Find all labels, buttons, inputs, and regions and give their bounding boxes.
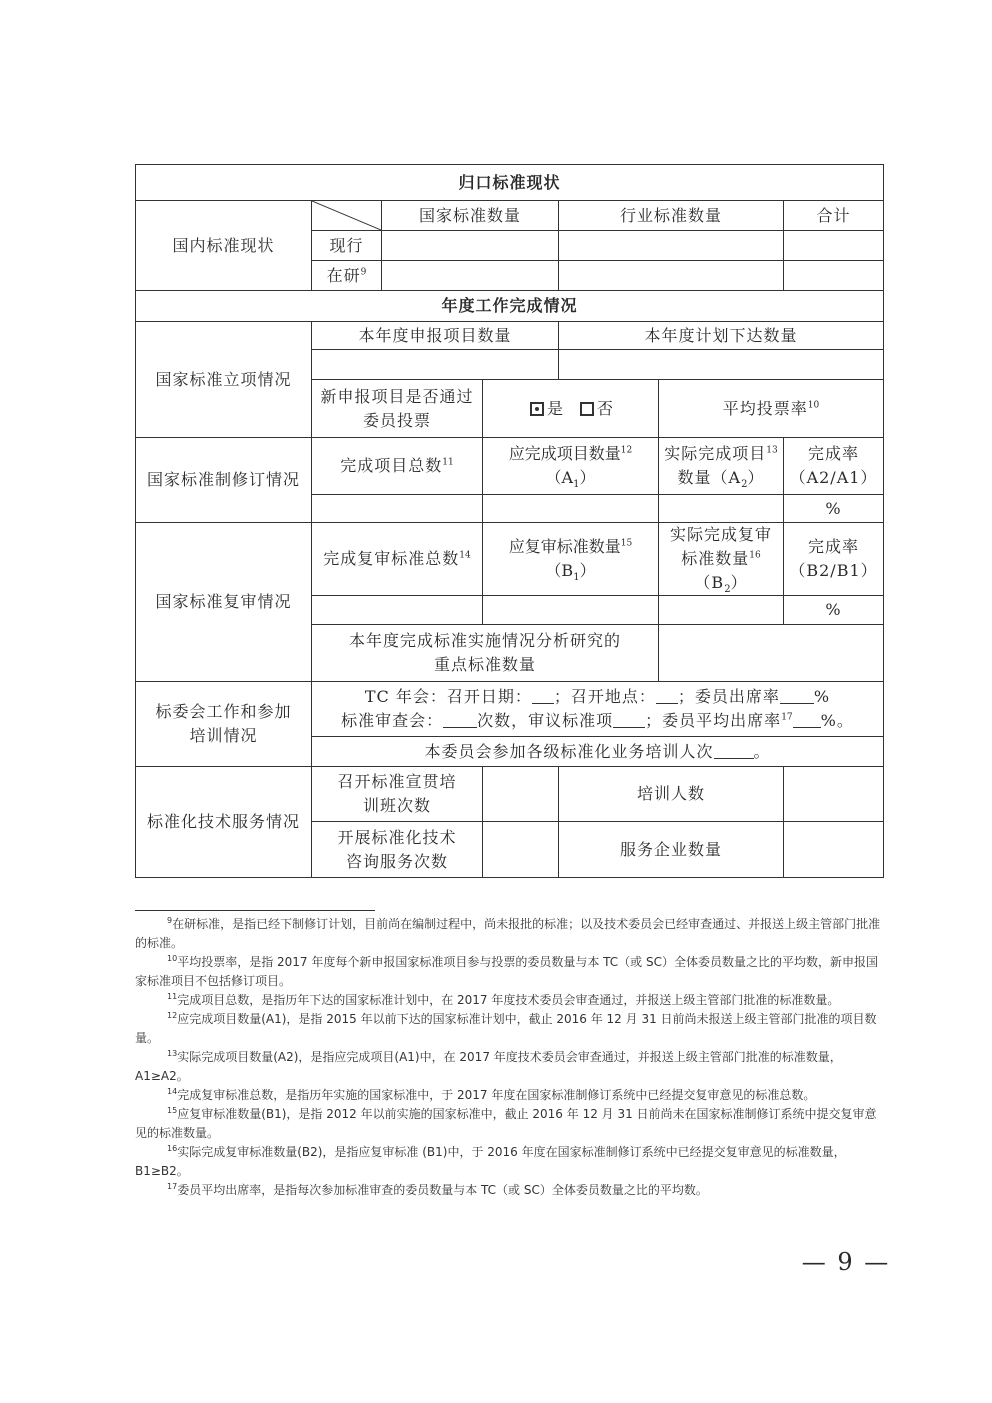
training-classes-label: 召开标准宣贯培训班次数 bbox=[312, 767, 483, 822]
meeting-details: TC 年会：召开日期： ；召开地点： ；委员出席率 % 标准审查会： 次数，审议标准项 ；委员平均出席率$^{17}$ %。 bbox=[312, 682, 884, 737]
footnote-12: $^{12}$应完成项目数量(A1)，是指 2015 年以前下达的国家标准计划中，截止 2016 年 12 月 31 日前尚未报送上级主管部门批准的项目数量。 bbox=[135, 1011, 877, 1045]
current-national-value[interactable] bbox=[382, 231, 559, 261]
trainees-value[interactable] bbox=[784, 767, 884, 822]
training-count: 本委员会参加各级标准化业务培训人次 。 bbox=[312, 737, 884, 767]
meeting-training-label: 标委会工作和参加培训情况 bbox=[136, 682, 312, 767]
project-approval-label: 国家标准立项情况 bbox=[136, 322, 312, 438]
review-rate-label: 完成率 （B2/B1） bbox=[784, 523, 884, 596]
avg-attendance-blank[interactable] bbox=[793, 711, 821, 728]
section-title-standards-status: 归口标准现状 bbox=[136, 165, 884, 201]
footnote-14: $^{14}$完成复审标准总数，是指历年实施的国家标准中，于 2017 年度在国家标准制修订系统中已经提交复审意见的标准总数。 bbox=[167, 1087, 816, 1102]
completed-review-value[interactable] bbox=[312, 596, 483, 625]
vote-options bbox=[483, 380, 659, 438]
row-in-research: 在研$^9$ bbox=[312, 261, 382, 291]
should-review-count: 应复审标准数量$^{15}(B_1)$ bbox=[483, 523, 659, 596]
analysis-count-label: 本年度完成标准实施情况分析研究的重点标准数量 bbox=[312, 625, 659, 682]
yes-checkbox[interactable] bbox=[530, 402, 544, 416]
research-total-value[interactable] bbox=[784, 261, 884, 291]
footnote-17: $^{17}$委员平均出席率，是指每次参加标准审查的委员数量与本 TC（或 SC）全体委员数量之比的平均数。 bbox=[167, 1182, 708, 1197]
col-planned-count: 本年度计划下达数量 bbox=[559, 322, 884, 350]
completed-projects-total: 完成项目总数$^{11}$ bbox=[312, 438, 483, 495]
col-national-count: 国家标准数量 bbox=[382, 201, 559, 231]
review-items-blank[interactable] bbox=[613, 711, 645, 728]
consulting-value[interactable] bbox=[483, 822, 559, 878]
enterprises-label: 服务企业数量 bbox=[559, 822, 784, 878]
should-complete-projects: 应完成项目数量$^{12}(A_1)$ bbox=[483, 438, 659, 495]
footnotes bbox=[135, 910, 883, 1200]
diagonal-line bbox=[312, 201, 381, 230]
footnote-rule bbox=[135, 910, 375, 911]
enterprises-value[interactable] bbox=[784, 822, 884, 878]
vote-question: 新申报项目是否通过委员投票 bbox=[312, 380, 483, 438]
tc-attendance-blank[interactable] bbox=[780, 687, 814, 704]
footnote-list bbox=[135, 915, 883, 1200]
tech-service-label: 标准化技术服务情况 bbox=[136, 767, 312, 878]
review-meeting-count-blank[interactable] bbox=[443, 711, 477, 728]
training-classes-value[interactable] bbox=[483, 767, 559, 822]
review-label: 国家标准复审情况 bbox=[136, 523, 312, 682]
footnote-10: $^{10}$平均投票率，是指 2017 年度每个新申报国家标准项目参与投票的委员数量与本 TC（或 SC）全体委员数量之比的平均数，新申报国家标准项目不包括修订项目。 bbox=[135, 954, 878, 988]
diagonal-cell bbox=[312, 201, 382, 231]
should-complete-value[interactable] bbox=[483, 495, 659, 523]
footnote-13: $^{13}$实际完成项目数量(A2)，是指应完成项目(A1)中，在 2017 年度技术委员会审查通过，并报送上级主管部门批准的标准数量， A1≥A2。 bbox=[135, 1049, 842, 1083]
col-industry-count: 行业标准数量 bbox=[559, 201, 784, 231]
no-checkbox[interactable] bbox=[580, 402, 594, 416]
col-declared-count: 本年度申报项目数量 bbox=[312, 322, 559, 350]
revision-label: 国家标准制修订情况 bbox=[136, 438, 312, 523]
actual-review-value[interactable] bbox=[659, 596, 784, 625]
footnote-11: $^{11}$完成项目总数，是指历年下达的国家标准计划中，在 2017 年度技术委员会审查通过，并报送上级主管部门批准的标准数量。 bbox=[167, 992, 840, 1007]
current-industry-value[interactable] bbox=[559, 231, 784, 261]
actual-review-count: 实际完成复审 标准数量$^{16}(B_2)$ bbox=[659, 523, 784, 596]
col-total: 合计 bbox=[784, 201, 884, 231]
analysis-count-value[interactable] bbox=[659, 625, 884, 682]
standards-status-form bbox=[135, 164, 884, 878]
domestic-status-label: 国内标准现状 bbox=[136, 201, 312, 291]
section-title-annual-work: 年度工作完成情况 bbox=[136, 291, 884, 322]
research-national-value[interactable] bbox=[382, 261, 559, 291]
completed-review-total: 完成复审标准总数$^{14}$ bbox=[312, 523, 483, 596]
current-total-value[interactable] bbox=[784, 231, 884, 261]
should-review-value[interactable] bbox=[483, 596, 659, 625]
consulting-label: 开展标准化技术咨询服务次数 bbox=[312, 822, 483, 878]
no-label: 否 bbox=[597, 398, 615, 418]
declared-count-value[interactable] bbox=[312, 350, 559, 380]
footnote-15: $^{15}$应复审标准数量(B1)，是指 2012 年以前实施的国家标准中，截止 2016 年 12 月 31 日前尚未在国家标准制修订系统中提交复审意见的标准数量。 bbox=[135, 1106, 877, 1140]
footnote-16: $^{16}$实际完成复审标准数量(B2)，是指应复审标准 (B1)中，于 2016 年度在国家标准制修订系统中已经提交复审意见的标准数量， B1≥B2。 bbox=[135, 1144, 846, 1178]
avg-vote-rate-label: 平均投票率$^{10}$ bbox=[659, 380, 884, 438]
planned-count-value[interactable] bbox=[559, 350, 884, 380]
footnote-9: $^9$在研标准，是指已经下制修订计划，目前尚在编制过程中，尚未报批的标准；以及技术委员会已经审查通过、并报送上级主管部门批准的标准。 bbox=[135, 916, 881, 950]
actual-complete-projects: 实际完成项目$^{13}$ 数量$(A_2)$ bbox=[659, 438, 784, 495]
tc-location-blank[interactable] bbox=[656, 687, 678, 704]
page-number: — 9 — bbox=[801, 1248, 891, 1276]
yes-label: 是 bbox=[546, 398, 564, 418]
revision-rate-label: 完成率 （A2/A1） bbox=[784, 438, 884, 495]
tc-date-blank[interactable] bbox=[532, 687, 554, 704]
review-rate-value[interactable]: % bbox=[784, 596, 884, 625]
training-count-blank[interactable] bbox=[714, 742, 754, 759]
row-current: 现行 bbox=[312, 231, 382, 261]
trainees-label: 培训人数 bbox=[559, 767, 784, 822]
actual-complete-value[interactable] bbox=[659, 495, 784, 523]
completed-projects-value[interactable] bbox=[312, 495, 483, 523]
revision-rate-value[interactable]: % bbox=[784, 495, 884, 523]
research-industry-value[interactable] bbox=[559, 261, 784, 291]
